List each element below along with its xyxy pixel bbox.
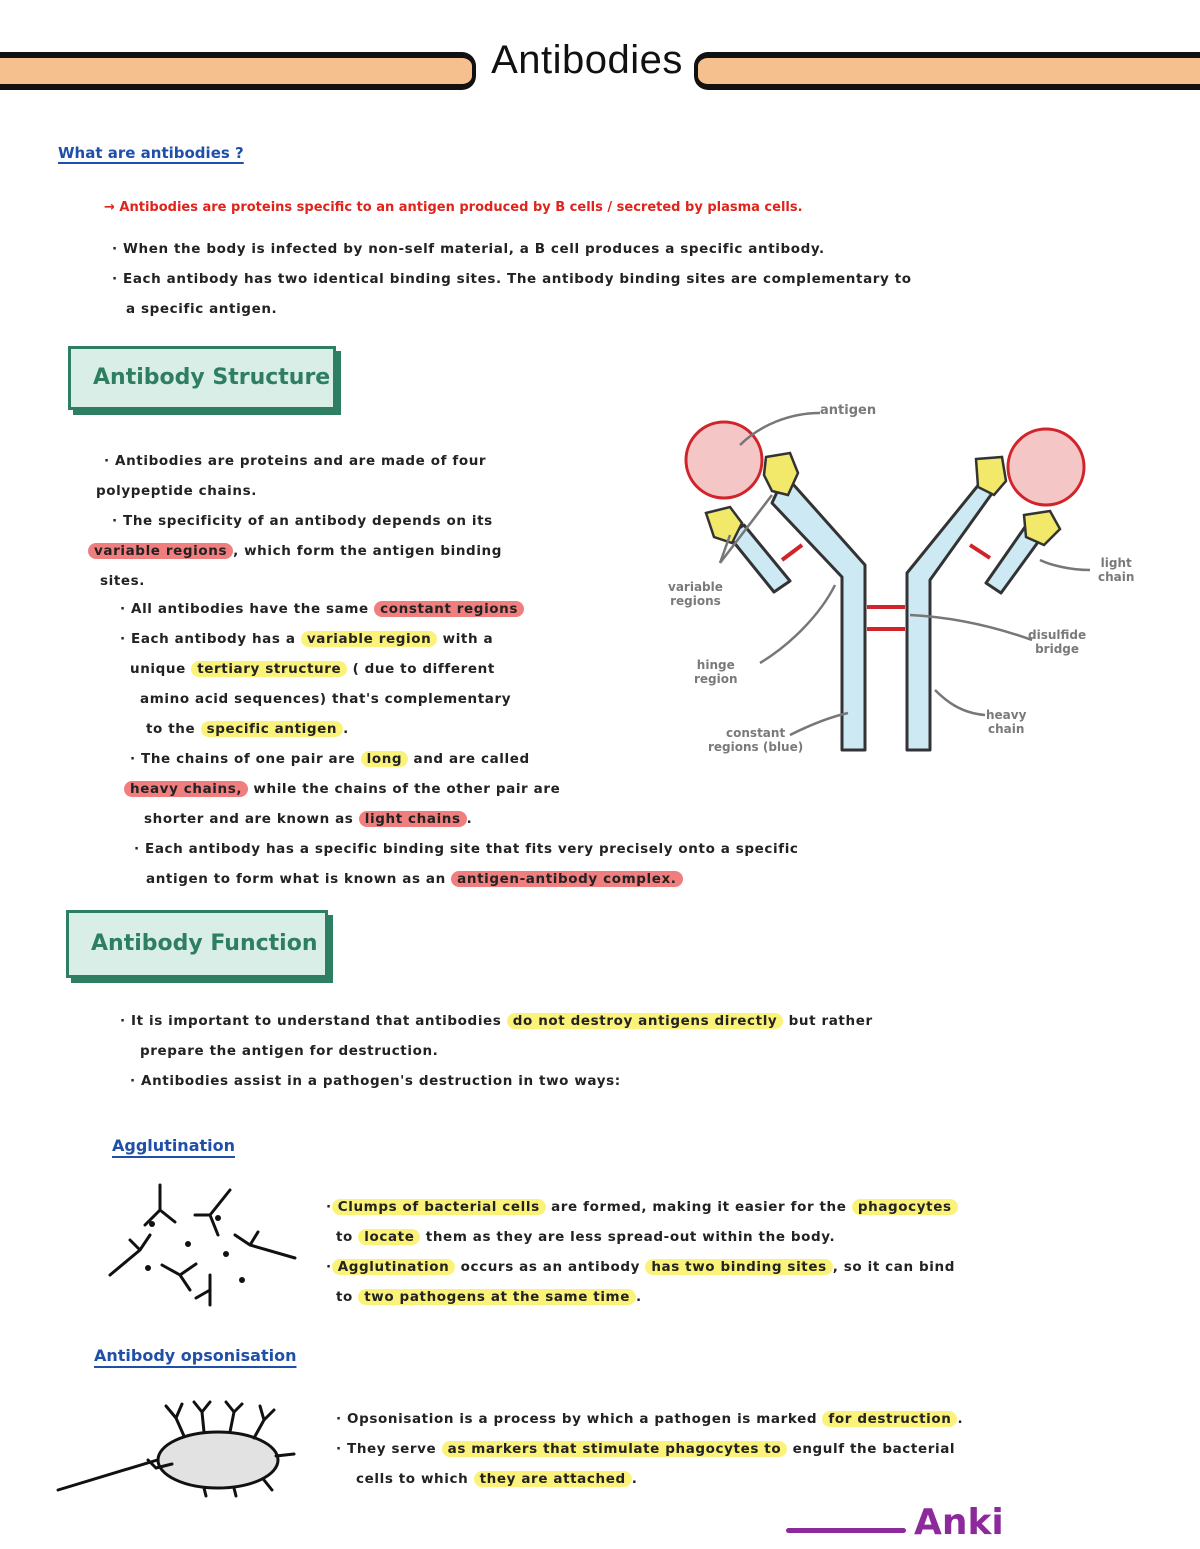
agglutination-line-2-pre: to <box>336 1229 353 1245</box>
highlight-markers: as markers that stimulate phagocytes to <box>442 1441 788 1457</box>
structure-line-11-pre: · The chains of one pair are <box>130 751 356 767</box>
agglutination-line-2-post: them as they are less spread-out within the body. <box>425 1229 836 1245</box>
structure-line-6 <box>120 594 524 624</box>
structure-line-4-rest: , which form the antigen binding <box>233 543 503 559</box>
highlight-do-not-destroy: do not destroy antigens directly <box>507 1013 784 1029</box>
structure-line-8-pre: unique <box>130 661 186 677</box>
function-heading: Antibody Function <box>91 931 318 956</box>
structure-line-4 <box>88 536 502 566</box>
agglutination-heading: Agglutination <box>112 1136 235 1155</box>
label-light-chain: light chain <box>1098 556 1135 584</box>
leader-light <box>1040 560 1090 570</box>
opsonisation-line-3-pre: cells to which <box>356 1471 469 1487</box>
structure-line-11 <box>130 744 530 774</box>
highlight-two-pathogens: two pathogens at the same time <box>358 1289 636 1305</box>
intro-bullet-1: · When the body is infected by non-self material, a B cell produces a specific antibody. <box>112 241 825 257</box>
structure-line-6-pre: · All antibodies have the same <box>120 601 369 617</box>
title-band-right <box>694 52 1200 90</box>
function-line-1-pre: · It is important to understand that antibodies <box>120 1013 502 1029</box>
disulfide-bridge-right <box>970 545 990 558</box>
structure-line-15-pre: antigen to form what is known as an <box>146 871 446 887</box>
highlight-attached: they are attached <box>474 1471 632 1487</box>
antibody-diagram <box>660 395 1190 775</box>
function-line-1 <box>120 1006 873 1036</box>
highlight-variable-regions: variable regions <box>88 543 233 559</box>
label-heavy-chain: heavy chain <box>986 708 1027 736</box>
structure-line-7 <box>120 624 493 654</box>
opsonisation-line-3 <box>356 1464 637 1494</box>
agglutination-sketch <box>100 1180 310 1310</box>
highlight-phagocytes: phagocytes <box>852 1199 958 1215</box>
label-constant-regions: constant regions (blue) <box>708 726 804 754</box>
opsonisation-line-1-post: . <box>957 1411 964 1427</box>
structure-line-12 <box>124 774 560 804</box>
highlight-locate: locate <box>358 1229 420 1245</box>
structure-line-13-post: . <box>466 811 473 827</box>
leader-hinge <box>760 585 835 663</box>
highlight-antigen-antibody-complex: antigen-antibody complex. <box>451 871 682 887</box>
structure-heading: Antibody Structure <box>93 365 331 390</box>
structure-line-14: · Each antibody has a specific binding site that fits very precisely onto a specific <box>134 841 799 857</box>
label-disulfide-bridge: disulfide bridge <box>1028 628 1087 656</box>
highlight-clumps: Clumps of bacterial cells <box>332 1199 546 1215</box>
highlight-constant-regions: constant regions <box>374 601 524 617</box>
highlight-agglutination: Agglutination <box>332 1259 456 1275</box>
structure-line-12-post: while the chains of the other pair are <box>253 781 561 797</box>
structure-line-11-post: and are called <box>413 751 530 767</box>
agglutination-line-3-post: , so it can bind <box>832 1259 955 1275</box>
opsonisation-line-1-pre: · Opsonisation is a process by which a pathogen is marked <box>336 1411 818 1427</box>
opsonisation-line-2-pre: · They serve <box>336 1441 437 1457</box>
intro-bullet-3: a specific antigen. <box>126 301 278 317</box>
highlight-variable-region: variable region <box>301 631 437 647</box>
label-antigen: antigen <box>820 403 877 418</box>
agglutination-line-2 <box>336 1222 835 1252</box>
highlight-light-chains: light chains <box>359 811 467 827</box>
agglutination-line-4-post: . <box>635 1289 642 1305</box>
antigen-right <box>1008 429 1084 505</box>
highlight-tertiary-structure: tertiary structure <box>191 661 347 677</box>
structure-line-3: · The specificity of an antibody depends on its <box>112 513 493 529</box>
disulfide-bridge-left <box>782 545 802 560</box>
structure-heading-box <box>68 346 336 410</box>
agglutination-line-4-pre: to <box>336 1289 353 1305</box>
opsonisation-line-2 <box>336 1434 955 1464</box>
highlight-specific-antigen: specific antigen <box>201 721 344 737</box>
agglutination-line-4 <box>336 1282 642 1312</box>
structure-line-5: sites. <box>100 573 146 589</box>
opsonisation-line-3-post: . <box>631 1471 638 1487</box>
opsonisation-line-1 <box>336 1404 963 1434</box>
agglutination-line-1 <box>326 1192 958 1222</box>
structure-line-1: · Antibodies are proteins and are made of four <box>104 453 487 469</box>
agglutination-line-1-pre: · <box>326 1199 332 1215</box>
structure-line-13 <box>144 804 472 834</box>
intro-definition: → Antibodies are proteins specific to an antigen produced by B cells / secreted by plasma cells. <box>104 200 803 215</box>
structure-line-2: polypeptide chains. <box>96 483 257 499</box>
highlight-two-binding-sites: has two binding sites <box>645 1259 832 1275</box>
highlight-heavy-chains: heavy chains, <box>124 781 248 797</box>
agglutination-line-1-mid: are formed, making it easier for the <box>551 1199 847 1215</box>
structure-line-15 <box>146 864 683 894</box>
variable-tip-heavy-right <box>976 457 1006 495</box>
structure-line-10-pre: to the <box>146 721 196 737</box>
function-line-1-post: but rather <box>788 1013 873 1029</box>
signature: Anki <box>914 1502 1004 1543</box>
structure-line-7-post: with a <box>442 631 494 647</box>
structure-line-10 <box>146 714 349 744</box>
page-title: Antibodies <box>491 38 683 82</box>
agglutination-line-3: · Agglutination occurs as an antibody has two binding sites , so it can bind <box>326 1259 955 1275</box>
function-line-2: prepare the antigen for destruction. <box>140 1043 439 1059</box>
leader-heavy <box>935 690 985 715</box>
signature-stroke <box>786 1528 906 1533</box>
agglutination-line-3-mid: occurs as an antibody <box>460 1259 640 1275</box>
highlight-for-destruction: for destruction <box>822 1411 957 1427</box>
intro-question: What are antibodies ? <box>58 144 244 162</box>
title-band-left <box>0 52 476 90</box>
function-line-3: · Antibodies assist in a pathogen's destruction in two ways: <box>130 1073 621 1089</box>
structure-line-7-pre: · Each antibody has a <box>120 631 296 647</box>
structure-line-10-post: . <box>343 721 349 737</box>
antigen-left <box>686 422 762 498</box>
heavy-chain-left <box>772 483 865 750</box>
highlight-long: long <box>361 751 409 767</box>
label-variable-regions: variable regions <box>668 580 723 608</box>
opsonisation-heading: Antibody opsonisation <box>94 1346 297 1365</box>
structure-line-9: amino acid sequences) that's complementary <box>140 691 512 707</box>
structure-line-8-post: ( due to different <box>352 661 495 677</box>
structure-line-13-pre: shorter and are known as <box>144 811 354 827</box>
opsonisation-sketch <box>54 1398 304 1498</box>
opsonisation-line-2-post: engulf the bacterial <box>792 1441 956 1457</box>
label-hinge-region: hinge region <box>694 658 738 686</box>
intro-bullet-2: · Each antibody has two identical binding sites. The antibody binding sites are complementary to <box>112 271 912 287</box>
function-heading-box <box>66 910 328 978</box>
structure-line-8 <box>130 654 495 684</box>
